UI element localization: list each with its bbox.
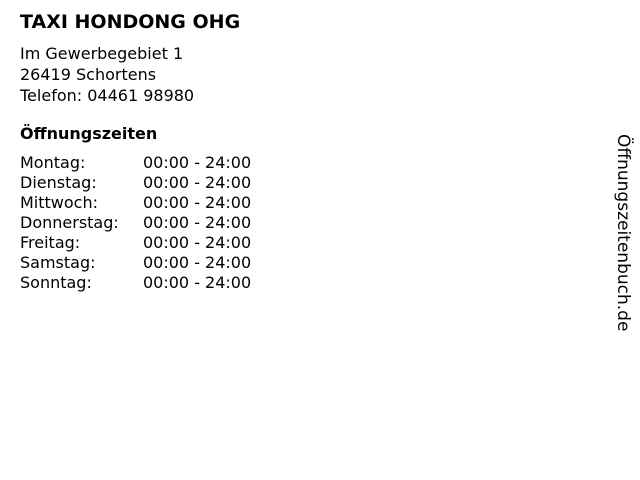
day-label: Freitag: xyxy=(20,233,81,252)
day-label: Sonntag: xyxy=(20,273,92,292)
time-range: 00:00 - 24:00 xyxy=(143,213,252,232)
phone-number: Telefon: 04461 98980 xyxy=(20,86,195,105)
day-label: Samstag: xyxy=(20,253,96,272)
site-watermark: Öffnungszeitenbuch.de xyxy=(613,134,633,332)
time-range: 00:00 - 24:00 xyxy=(143,193,252,212)
opening-hours-table xyxy=(20,153,251,293)
day-label: Montag: xyxy=(20,153,86,172)
time-range: 00:00 - 24:00 xyxy=(143,173,252,192)
time-range: 00:00 - 24:00 xyxy=(143,273,252,292)
hours-row xyxy=(20,193,251,213)
time-range: 00:00 - 24:00 xyxy=(143,253,252,272)
hours-row xyxy=(20,173,251,193)
hours-row xyxy=(20,273,251,293)
hours-row xyxy=(20,233,251,253)
time-range: 00:00 - 24:00 xyxy=(143,233,252,252)
address-block xyxy=(20,43,194,106)
hours-row xyxy=(20,213,251,233)
day-label: Dienstag: xyxy=(20,173,97,192)
day-label: Donnerstag: xyxy=(20,213,119,232)
street-address: Im Gewerbegebiet 1 xyxy=(20,44,184,63)
opening-hours-heading: Öffnungszeiten xyxy=(20,124,158,143)
day-label: Mittwoch: xyxy=(20,193,98,212)
business-name: TAXI HONDONG OHG xyxy=(20,11,241,33)
hours-row xyxy=(20,253,251,273)
hours-row xyxy=(20,153,251,173)
time-range: 00:00 - 24:00 xyxy=(143,153,252,172)
city-address: 26419 Schortens xyxy=(20,65,157,84)
